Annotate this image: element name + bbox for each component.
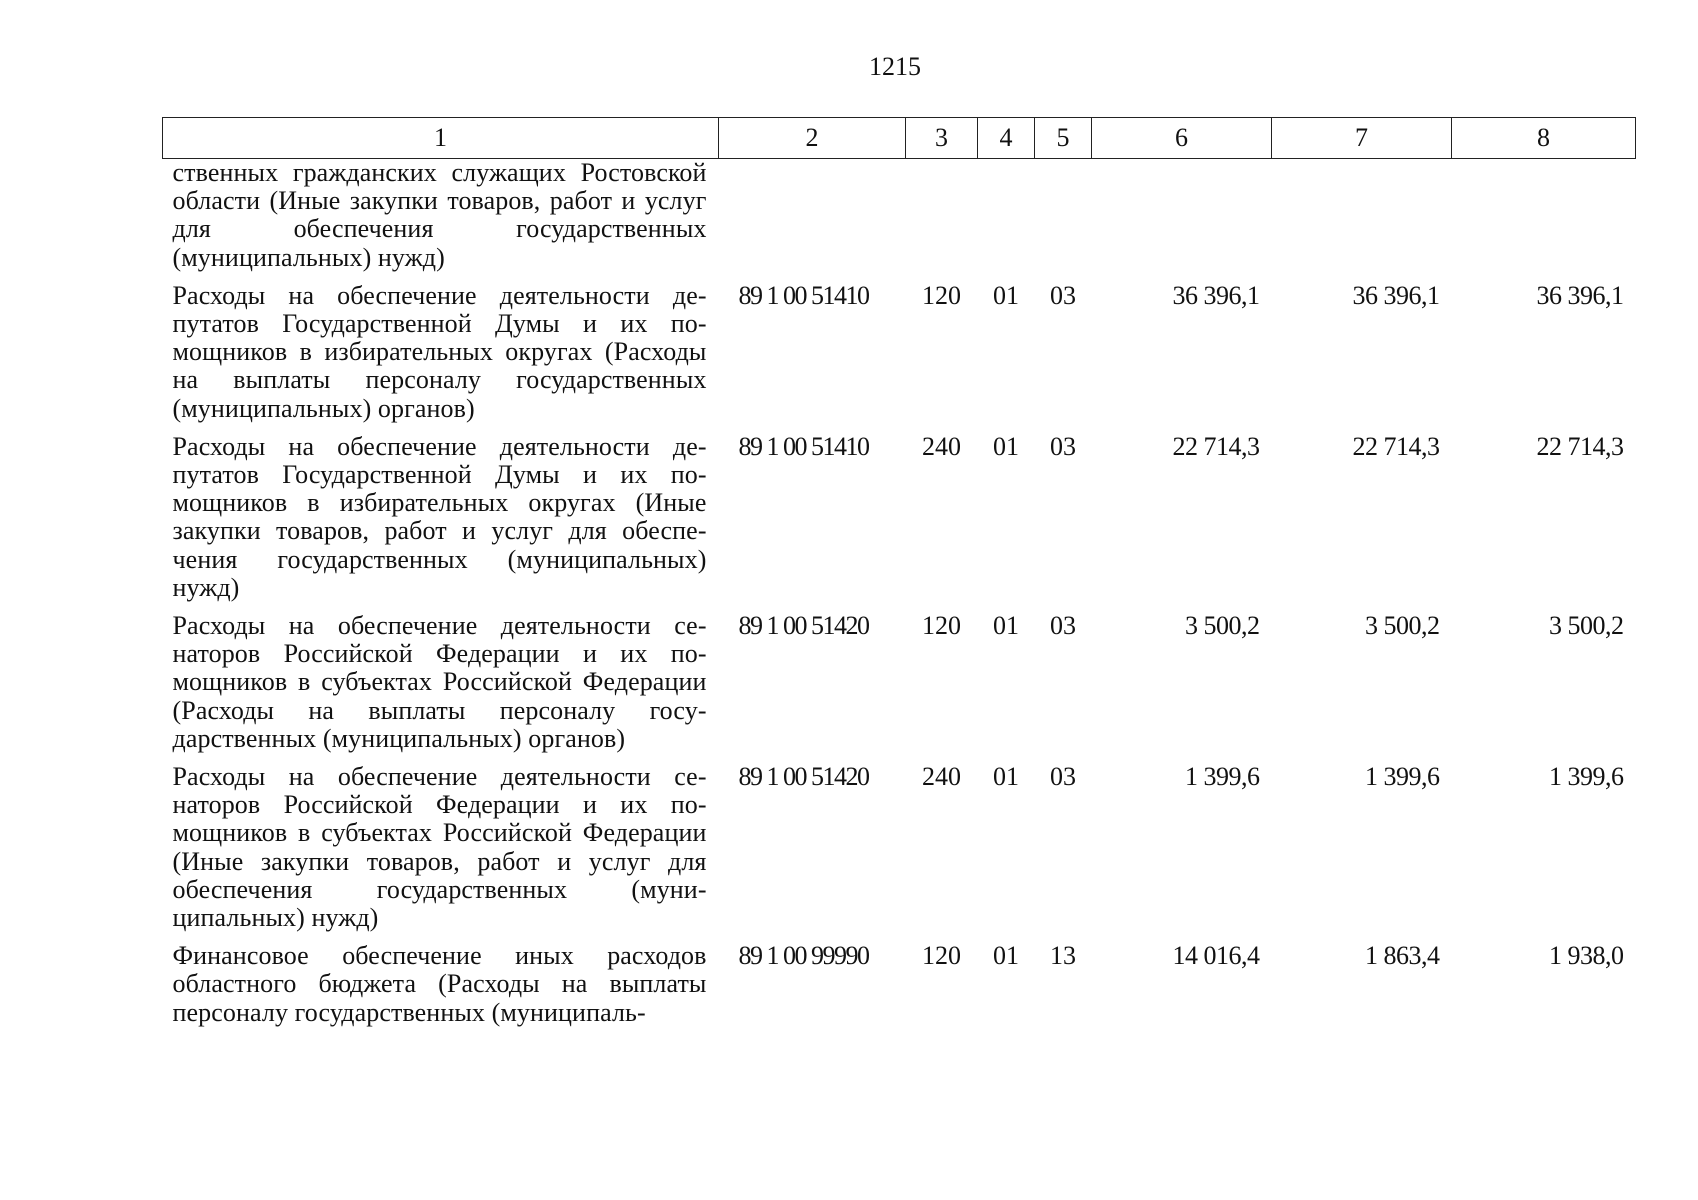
row-expense-type: 240 (922, 431, 961, 461)
row-subsection: 03 (1050, 611, 1076, 641)
header-row (163, 118, 1636, 159)
row-value-col6: 22 714,3 (1172, 431, 1260, 461)
header-col-1: 1 (163, 118, 719, 159)
table-row (163, 602, 1636, 753)
row-section: 01 (993, 431, 1019, 461)
row-expense-type: 120 (922, 280, 961, 310)
row-value-col6: 1 399,6 (1185, 762, 1260, 792)
row-value-col6: 3 500,2 (1185, 611, 1260, 641)
empty-cell (1035, 159, 1092, 272)
row-value-col7: 22 714,3 (1352, 431, 1440, 461)
row-description: Финансовое обеспечение иных расходов областного бюджета (Расходы на выплаты персоналу государственных (муниципаль- (172, 941, 707, 1027)
row-subsection: 03 (1050, 431, 1076, 461)
row-expense-type: 120 (922, 941, 961, 971)
row-value-col8: 36 396,1 (1536, 280, 1624, 310)
row-value-col6: 14 016,4 (1172, 941, 1260, 971)
table-body (163, 159, 1636, 1027)
row-value-col7: 36 396,1 (1352, 280, 1440, 310)
header-col-2: 2 (719, 118, 906, 159)
empty-cell (906, 159, 978, 272)
table-row (163, 423, 1636, 602)
continuation-description: ственных гражданских служащих Ростовской области (Иные закупки товаров, работ и услуг для обеспечения государственных (муниципальных) нужд) (172, 158, 707, 272)
row-subsection: 13 (1050, 941, 1076, 971)
row-description: Расходы на обеспечение деятельности депутатов Государственной Думы и их помощников в избирательных округах (Расходы на выплаты персоналу государственных (муниципальных) органов) (172, 280, 707, 423)
row-target-code: 89 1 00 51420 (738, 762, 869, 792)
row-target-code: 89 1 00 99990 (738, 941, 869, 971)
row-value-col7: 1 399,6 (1365, 762, 1440, 792)
table-row-continuation (163, 159, 1636, 272)
header-col-8: 8 (1452, 118, 1636, 159)
row-target-code: 89 1 00 51410 (738, 280, 869, 310)
header-col-7: 7 (1272, 118, 1452, 159)
row-section: 01 (993, 762, 1019, 792)
row-description: Расходы на обеспечение деятельности депутатов Государственной Думы и их помощников в избирательных округах (Иные закупки товаров, работ и услуг для обеспечения государственных (муниципальных) нужд) (172, 431, 707, 602)
row-section: 01 (993, 941, 1019, 971)
row-value-col7: 3 500,2 (1365, 611, 1440, 641)
header-col-5: 5 (1035, 118, 1092, 159)
budget-table-container (162, 117, 1635, 1027)
row-target-code: 89 1 00 51420 (738, 611, 869, 641)
row-section: 01 (993, 611, 1019, 641)
empty-cell (1452, 159, 1636, 272)
row-section: 01 (993, 280, 1019, 310)
table-row (163, 753, 1636, 932)
empty-cell (978, 159, 1035, 272)
row-expense-type: 240 (922, 762, 961, 792)
row-subsection: 03 (1050, 762, 1076, 792)
table-row (163, 932, 1636, 1027)
header-col-3: 3 (906, 118, 978, 159)
row-value-col8: 1 399,6 (1549, 762, 1624, 792)
row-value-col8: 22 714,3 (1536, 431, 1624, 461)
empty-cell (1272, 159, 1452, 272)
row-value-col8: 1 938,0 (1549, 941, 1624, 971)
row-subsection: 03 (1050, 280, 1076, 310)
row-target-code: 89 1 00 51410 (738, 431, 869, 461)
row-description: Расходы на обеспечение деятельности сенаторов Российской Федерации и их помощников в субъектах Российской Федерации (Расходы на выплаты персоналу государственных (муниципальных) органов) (172, 611, 707, 753)
empty-cell (719, 159, 906, 272)
table-row (163, 272, 1636, 423)
empty-cell (1092, 159, 1272, 272)
row-value-col6: 36 396,1 (1172, 280, 1260, 310)
table-header (163, 118, 1636, 159)
header-col-4: 4 (978, 118, 1035, 159)
row-expense-type: 120 (922, 611, 961, 641)
row-description: Расходы на обеспечение деятельности сенаторов Российской Федерации и их помощников в субъектах Российской Федерации (Иные закупки товаров, работ и услуг для обеспечения государственных (муниципальных) нужд) (172, 762, 707, 933)
budget-table (162, 117, 1636, 1027)
header-col-6: 6 (1092, 118, 1272, 159)
row-value-col7: 1 863,4 (1365, 941, 1440, 971)
page-number: 1215 (869, 52, 921, 81)
row-value-col8: 3 500,2 (1549, 611, 1624, 641)
